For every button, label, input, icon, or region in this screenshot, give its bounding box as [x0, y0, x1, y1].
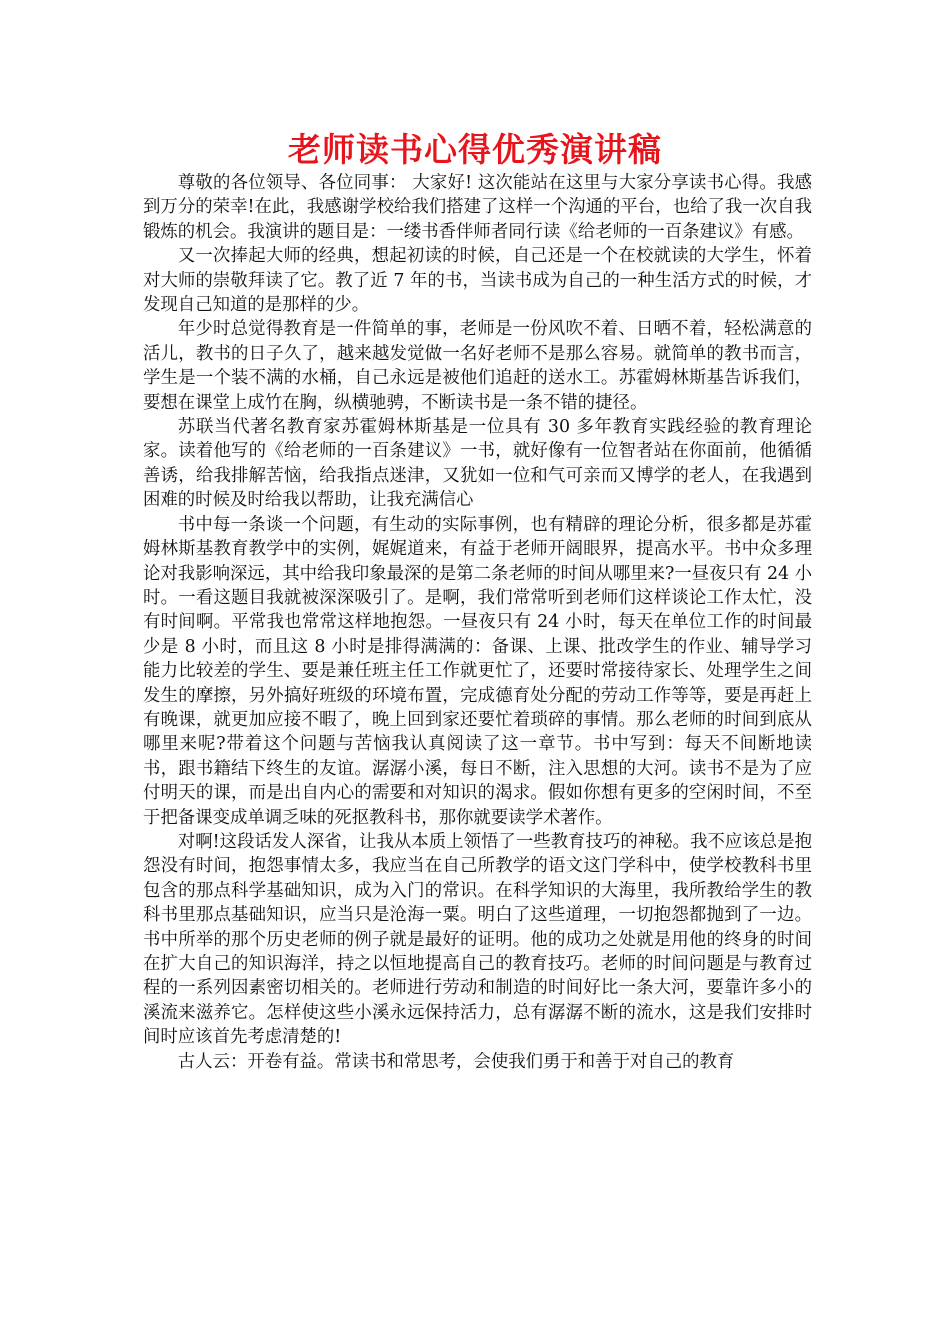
- paragraph-reflection: 对啊!这段话发人深省，让我从本质上领悟了一些教育技巧的神秘。我不应该总是抱怨没有时间，抱怨事情太多，我应当在自己所教学的语文这门学科中，使学校教科书里包含的那点科学基础知识，成为入门的常识。在科学知识的大海里，我所教给学生的教科书里那点基础知识，应当只是沧海一粟。明白了这些道理，一切抱怨都抛到了一边。书中所举的那个历史老师的例子就是最好的证明。他的成功之处就是用他的终身的时间在扩大自己的知识海洋，持之以恒地提高自己的教育技巧。老师的时间问题是与教育过程的一系列因素密切相关的。老师进行劳动和制造的时间好比一条大河，要靠许多小的溪流来滋养它。怎样使这些小溪永远保持活力，总有潺潺不断的流水，这是我们安排时间时应该首先考虑清楚的!: [143, 831, 812, 1048]
- paragraph-book-content: 书中每一条谈一个问题，有生动的实际事例，也有精辟的理论分析，很多都是苏霍姆林斯基教育教学中的实例，娓娓道来，有益于老师开阔眼界，提高水平。书中众多理论对我影响深远，其中给我印象最深的是第二条老师的时间从哪里来?一昼夜只有 24 小时。一看这题目我就被深深吸引了。是啊，我们常常听到老师们这样谈论工作太忙，没有时间啊。平常我也常常这样地抱怨。一昼夜只有 24 小时，每天在单位工作的时间最少是 8 小时，而且这 8 小时是排得满满的：备课、上课、批改学生的作业、辅导学习能力比较差的学生、要是兼任班主任工作就更忙了，还要时常接待家长、处理学生之间发生的摩擦，另外搞好班级的环境布置，完成德育处分配的劳动工作等等，要是再赶上有晚课，就更加应接不暇了，晚上回到家还要忙着琐碎的事情。那么老师的时间到底从哪里来呢?带着这个问题与苦恼我认真阅读了这一章节。书中写到：每天不间断地读书，跟书籍结下终生的友谊。潺潺小溪，每日不断，注入思想的大河。读书不是为了应付明天的课，而是出自内心的需要和对知识的渴求。假如你想有更多的空闲时间，不至于把备课变成单调乏味的死抠教科书，那你就要读学术著作。: [143, 514, 812, 828]
- paragraph-greeting: 尊敬的各位领导、各位同事： 大家好! 这次能站在这里与大家分享读书心得。我感到万分的荣幸!在此，我感谢学校给我们搭建了这样一个沟通的平台，也给了我一次自我锻炼的机会。我演讲的题目是：一缕书香伴师者同行读《给老师的一百条建议》有感。: [143, 173, 812, 242]
- paragraph-youth: 年少时总觉得教育是一件简单的事，老师是一份风吹不着、日晒不着，轻松满意的活儿，教书的日子久了，越来越发觉做一名好老师不是那么容易。就简单的教书而言，学生是一个装不满的水桶，自己永远是被他们追赶的送水工。苏霍姆林斯基告诉我们，要想在课堂上成竹在胸，纵横驰骋，不断读书是一条不错的捷径。: [143, 319, 812, 413]
- document-body: [143, 171, 812, 1074]
- page-title: 老师读书心得优秀演讲稿: [288, 130, 662, 169]
- paragraph-sukhomlinsky: 苏联当代著名教育家苏霍姆林斯基是一位具有 30 多年教育实践经验的教育理论家。读着他写的《给老师的一百条建议》一书，就好像有一位智者站在你面前，他循循善诱，给我排解苦恼，给我指点迷津，又犹如一位和气可亲而又博学的老人，在我遇到困难的时候及时给我以帮助，让我充满信心: [143, 417, 812, 511]
- paragraph-rereading: 又一次捧起大师的经典，想起初读的时候，自己还是一个在校就读的大学生，怀着对大师的崇敬拜读了它。教了近 7 年的书，当读书成为自己的一种生活方式的时候，才发现自己知道的是那样的少。: [143, 246, 812, 316]
- paragraph-ancient-saying: 古人云：开卷有益。常读书和常思考，会使我们勇于和善于对自己的教育: [177, 1051, 735, 1072]
